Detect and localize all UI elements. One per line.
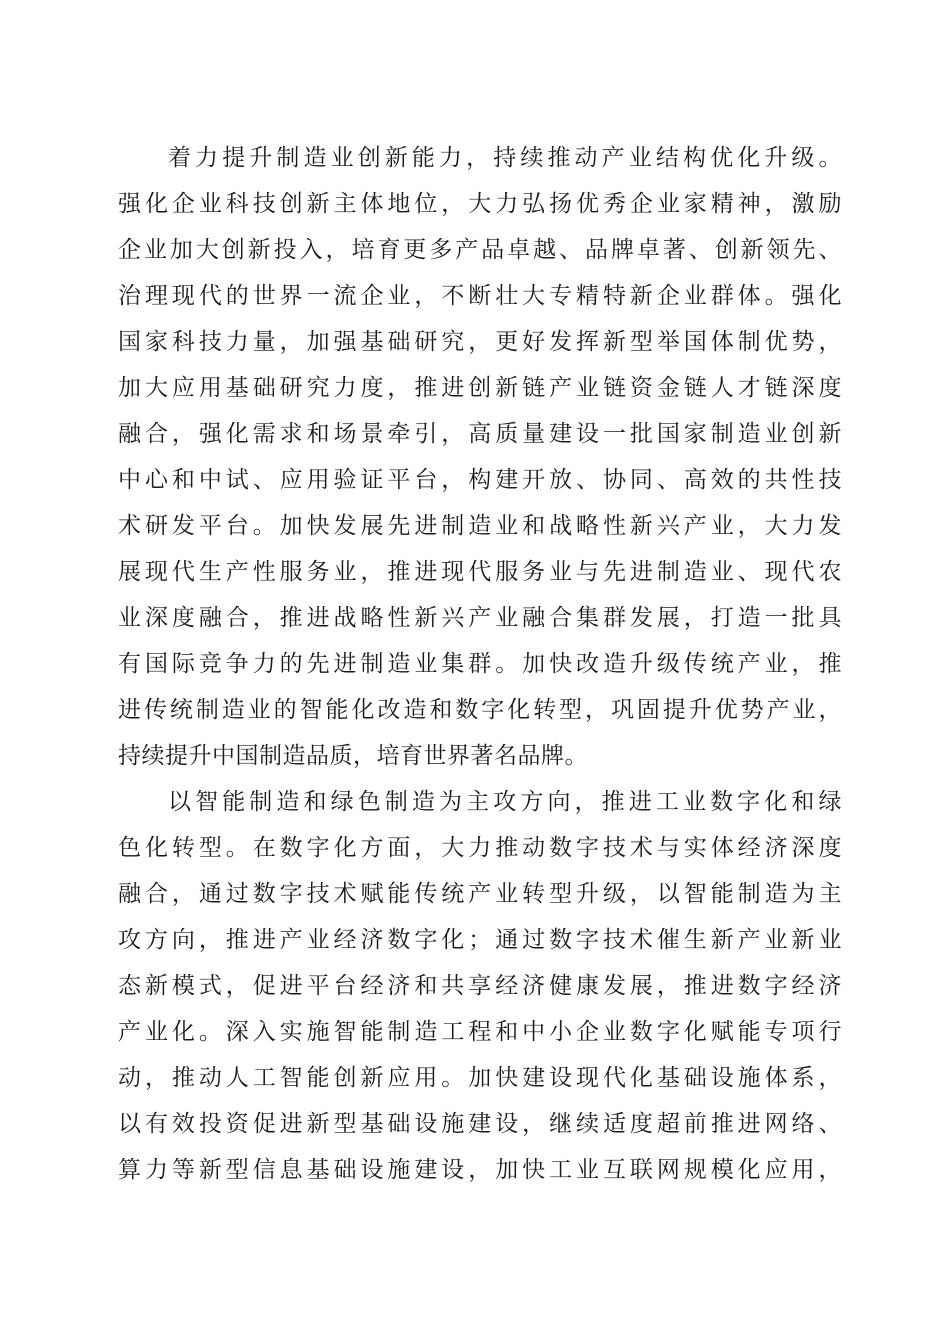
- text-line: 进传统制造业的智能化改造和数字化转型，巩固提升优势产业，: [118, 697, 842, 723]
- text-line: 国家科技力量，加强基础研究，更好发挥新型举国体制优势，: [118, 329, 842, 355]
- text-line: 以有效投资促进新型基础设施建设，继续适度超前推进网络、: [118, 1111, 842, 1137]
- text-line: 色化转型。在数字化方面，大力推动数字技术与实体经济深度: [118, 835, 842, 861]
- text-line: 融合，强化需求和场景牵引，高质量建设一批国家制造业创新: [118, 421, 842, 447]
- text-line: 术研发平台。加快发展先进制造业和战略性新兴产业，大力发: [118, 513, 842, 539]
- text-line: 业深度融合，推进战略性新兴产业融合集群发展，打造一批具: [118, 605, 842, 631]
- text-line: 着力提升制造业创新能力，持续推动产业结构优化升级。: [168, 145, 842, 171]
- text-line: 有国际竞争力的先进制造业集群。加快改造升级传统产业，推: [118, 651, 842, 677]
- text-line: 以智能制造和绿色制造为主攻方向，推进工业数字化和绿: [168, 789, 842, 815]
- text-line: 算力等新型信息基础设施建设，加快工业互联网规模化应用，: [118, 1157, 842, 1183]
- text-line: 持续提升中国制造品质，培育世界著名品牌。: [118, 743, 588, 769]
- text-line: 融合，通过数字技术赋能传统产业转型升级，以智能制造为主: [118, 881, 842, 907]
- text-line: 态新模式，促进平台经济和共享经济健康发展，推进数字经济: [118, 973, 842, 999]
- text-line: 攻方向，推进产业经济数字化；通过数字技术催生新产业新业: [118, 927, 842, 953]
- text-line: 中心和中试、应用验证平台，构建开放、协同、高效的共性技: [118, 467, 842, 493]
- text-line: 企业加大创新投入，培育更多产品卓越、品牌卓著、创新领先、: [118, 237, 842, 263]
- text-line: 强化企业科技创新主体地位，大力弘扬优秀企业家精神，激励: [118, 191, 842, 217]
- text-line: 产业化。深入实施智能制造工程和中小企业数字化赋能专项行: [118, 1019, 842, 1045]
- text-line: 动，推动人工智能创新应用。加快建设现代化基础设施体系，: [118, 1065, 842, 1091]
- text-line: 治理现代的世界一流企业，不断壮大专精特新企业群体。强化: [118, 283, 842, 309]
- text-line: 展现代生产性服务业，推进现代服务业与先进制造业、现代农: [118, 559, 842, 585]
- text-line: 加大应用基础研究力度，推进创新链产业链资金链人才链深度: [118, 375, 842, 401]
